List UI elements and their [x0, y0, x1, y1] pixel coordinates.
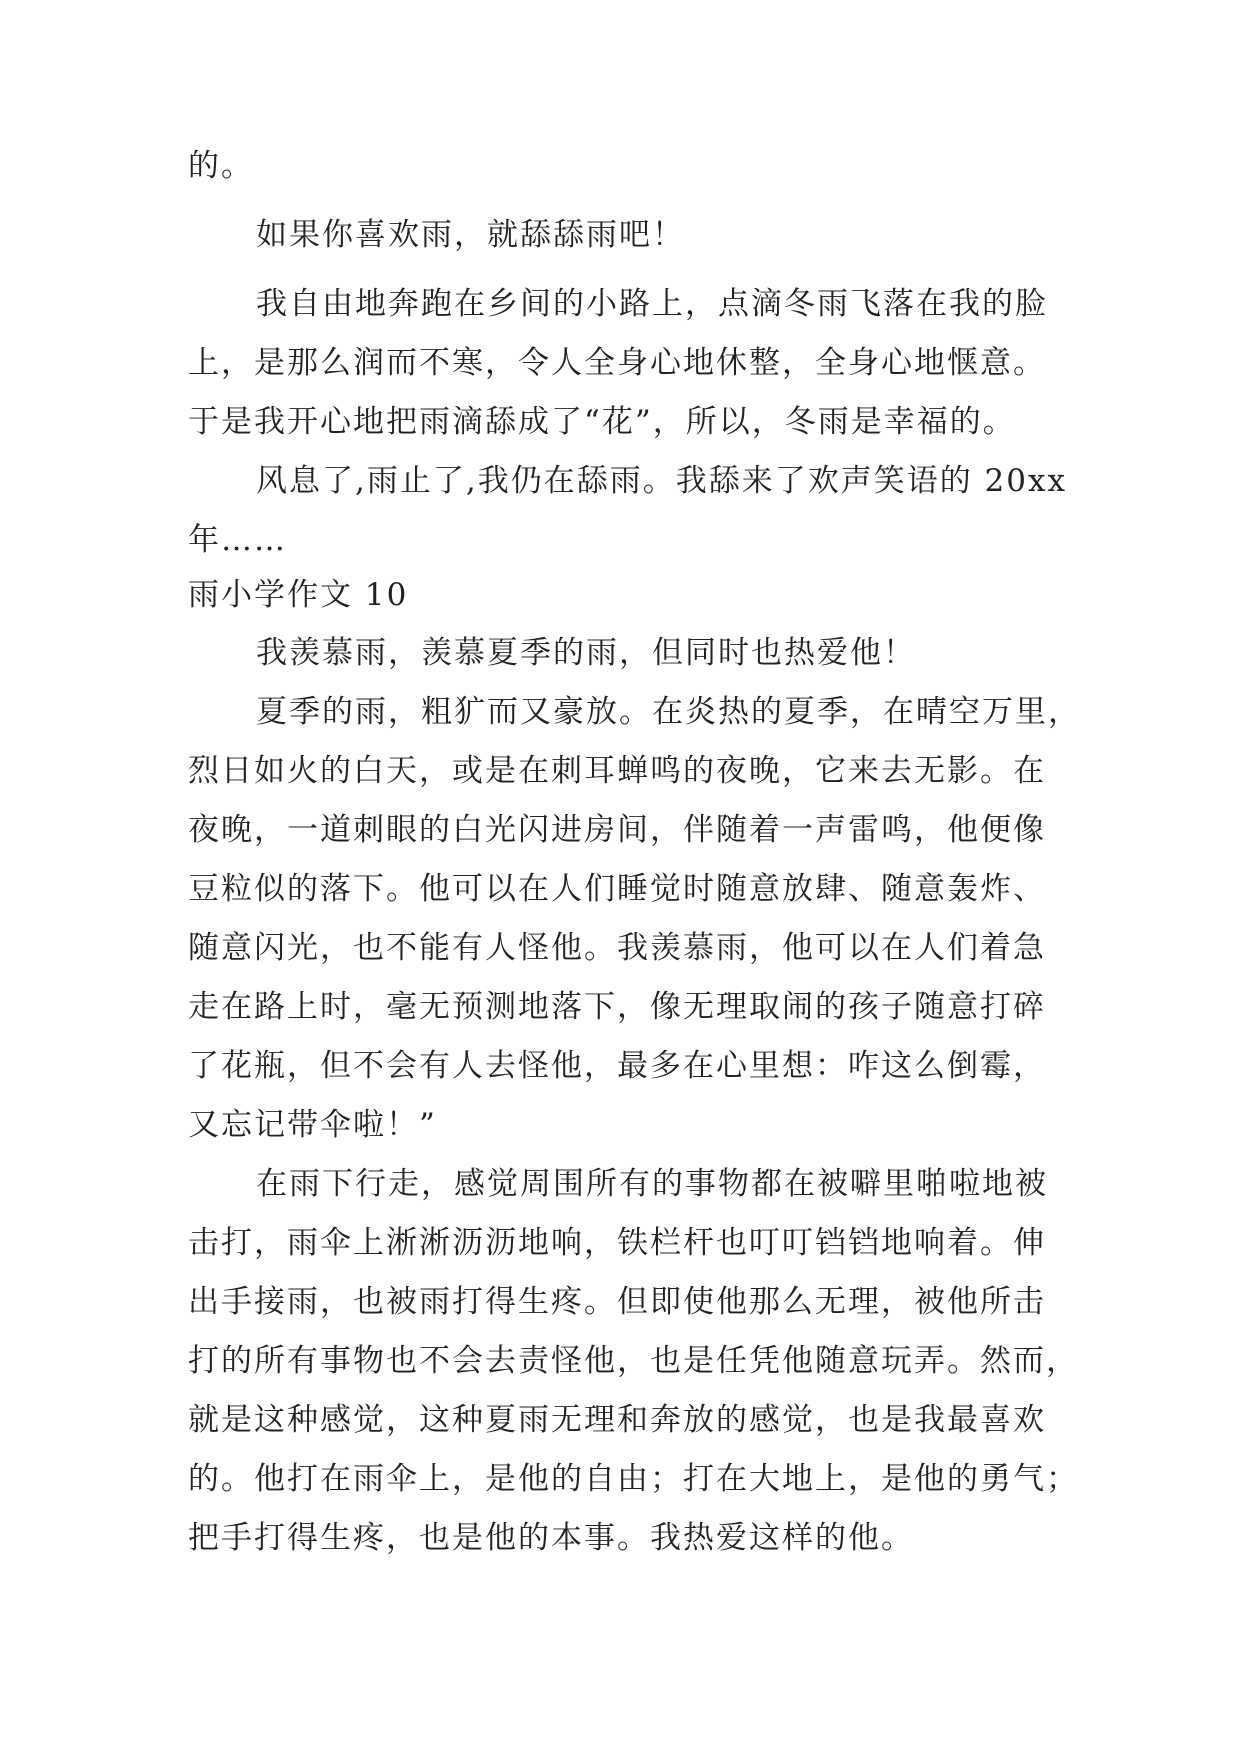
text-line: 夜晚，一道刺眼的白光闪进房间，伴随着一声雷鸣，他便像 — [188, 812, 1046, 848]
text-line: 又忘记带伞啦！” — [188, 1107, 437, 1143]
text-line: 如果你喜欢雨，就舔舔雨吧！ — [256, 217, 685, 253]
text-line: 击打，雨伞上淅淅沥沥地响，铁栏杆也叮叮铛铛地响着。伸 — [188, 1225, 1046, 1261]
text-line: 上，是那么润而不寒，令人全身心地休整，全身心地惬意。 — [188, 345, 1046, 381]
text-line: 我自由地奔跑在乡间的小路上，点滴冬雨飞落在我的脸 — [256, 286, 1048, 322]
text-line: 就是这种感觉，这种夏雨无理和奔放的感觉，也是我最喜欢 — [188, 1402, 1046, 1438]
text-line: 年…… — [188, 522, 287, 558]
text-line: 豆粒似的落下。他可以在人们睡觉时随意放肆、随意轰炸、 — [188, 871, 1046, 907]
text-line: 出手接雨，也被雨打得生疼。但即使他那么无理，被他所击 — [188, 1284, 1046, 1320]
text-line: 我羡慕雨，羡慕夏季的雨，但同时也热爱他！ — [256, 635, 916, 671]
text-line: 的。 — [188, 148, 254, 184]
text-line: 于是我开心地把雨滴舔成了“花”，所以，冬雨是幸福的。 — [188, 404, 1016, 440]
text-line: 把手打得生疼，也是他的本事。我热爱这样的他。 — [188, 1520, 914, 1556]
text-line: 打的所有事物也不会去责怪他，也是任凭他随意玩弄。然而， — [188, 1343, 1079, 1379]
section-heading: 雨小学作文 10 — [188, 577, 409, 613]
text-line: 走在路上时，毫无预测地落下，像无理取闹的孩子随意打碎 — [188, 989, 1046, 1025]
text-line: 在雨下行走，感觉周围所有的事物都在被噼里啪啦地被 — [256, 1166, 1048, 1202]
text-line: 的。他打在雨伞上，是他的自由；打在大地上，是他的勇气； — [188, 1461, 1079, 1497]
text-line: 风息了,雨止了,我仍在舔雨。我舔来了欢声笑语的 20xx — [256, 463, 1067, 499]
text-line: 随意闪光，也不能有人怪他。我羡慕雨，他可以在人们着急 — [188, 930, 1046, 966]
text-line: 了花瓶，但不会有人去怪他，最多在心里想：咋这么倒霉， — [188, 1048, 1046, 1084]
text-line: 夏季的雨，粗犷而又豪放。在炎热的夏季，在晴空万里， — [256, 694, 1081, 730]
text-line: 烈日如火的白天，或是在刺耳蝉鸣的夜晚，它来去无影。在 — [188, 753, 1046, 789]
